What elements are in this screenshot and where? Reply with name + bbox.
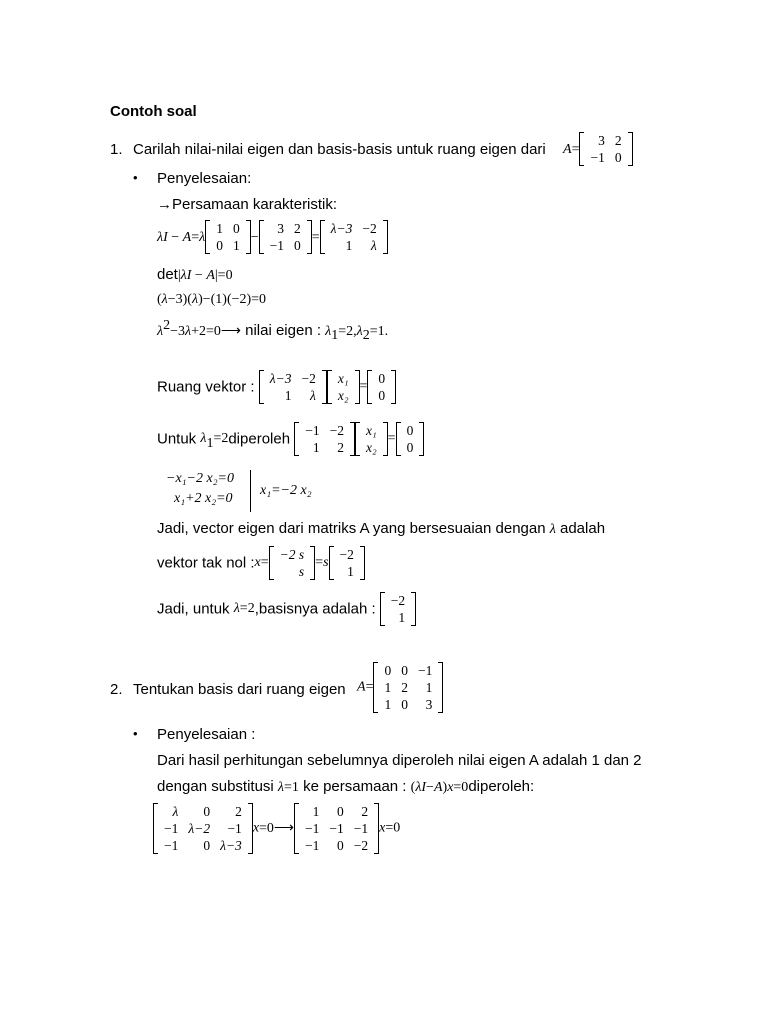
problem-1-bullet: Penyelesaian: xyxy=(157,170,252,187)
matrix-cell: −2 xyxy=(301,371,316,386)
matrix xyxy=(396,422,425,456)
matrix xyxy=(259,370,327,404)
matrix xyxy=(367,370,396,404)
matrix-cell: −2 xyxy=(353,838,369,853)
matrix xyxy=(294,422,355,456)
characteristic-equation: $\lambda^2-3\lambda+2=0⟶$ nilai eigen : $\lambda_1=2,\lambda_2=1$. xyxy=(157,318,389,343)
matrix-cell: λ xyxy=(309,388,316,403)
matrix-cell: −1 xyxy=(305,821,320,836)
lambda-i-minus-a: λI − A=λ 1 0 0 1 − 3 2 −1 0 = λ−3 −2 1 λ xyxy=(157,220,388,254)
problem-1-matrix-a: A= 3 2 −1 0 xyxy=(563,132,633,166)
matrix xyxy=(259,220,312,254)
matrix-cell: 0 xyxy=(203,838,211,853)
problem-2-matrix-equation: λ 0 2 −1 λ−2 −1 −1 0 λ−3 x=0⟶ 1 0 2 −1 −1 −1 −1 0 −2 x=0 xyxy=(153,803,400,854)
matrix-cell: 2 xyxy=(361,804,369,819)
matrix-cell: 0 xyxy=(216,238,223,253)
matrix-cell: −1 xyxy=(164,838,179,853)
matrix-cell: −2 xyxy=(329,423,344,438)
matrix-cell: 2 xyxy=(293,221,301,236)
matrix-cell: 1 xyxy=(312,440,320,455)
matrix-cell: 1 xyxy=(425,680,433,695)
matrix-cell: 0 xyxy=(406,423,414,438)
matrix-cell: 0 xyxy=(378,388,386,403)
matrix-cell: x₁ xyxy=(365,423,377,438)
matrix-cell: x₂ xyxy=(365,440,377,455)
matrix-cell: λ−2 xyxy=(188,821,211,836)
bullet-icon: • xyxy=(133,726,138,741)
matrix-cell: 3 xyxy=(598,133,605,148)
matrix-cell: x₂ xyxy=(337,388,349,403)
matrix-cell: s xyxy=(298,564,305,579)
matrix xyxy=(153,803,253,854)
matrix-cell: 0 xyxy=(406,440,414,455)
matrix-cell: 2 xyxy=(614,133,622,148)
problem-2-matrix-a: A= 0 0 −1 1 2 1 1 0 3 xyxy=(357,662,443,713)
problem-2-line-2: dengan substitusi λ=1 ke persamaan : (λI−A)x=0diperoleh: xyxy=(157,778,535,795)
matrix xyxy=(320,220,388,254)
matrix-cell: λ xyxy=(172,804,179,819)
system-eq-2: x₁+2 x₂=0 xyxy=(174,491,233,506)
matrix-cell: 0 xyxy=(378,371,386,386)
matrix-cell: 1 xyxy=(284,388,292,403)
matrix-cell: −1 xyxy=(417,663,433,678)
matrix-cell: 2 xyxy=(235,804,242,819)
matrix-cell: 1 xyxy=(345,238,353,253)
matrix-cell: λ−3 xyxy=(220,838,242,853)
matrix-cell: 0 xyxy=(401,663,408,678)
matrix-cell: −2 s xyxy=(279,547,305,562)
matrix xyxy=(579,132,632,166)
problem-2-number: 2. xyxy=(110,681,123,698)
matrix-cell: λ−3 xyxy=(330,221,353,236)
matrix-cell: 1 xyxy=(384,697,392,712)
determinant-line: det|λI − A|=0 xyxy=(157,266,233,283)
problem-2-line-1: Dari hasil perhitungan sebelumnya diperoleh nilai eigen A adalah 1 dan 2 xyxy=(157,752,642,769)
matrix xyxy=(329,546,365,580)
matrix-cell: −1 xyxy=(227,821,242,836)
problem-1-number: 1. xyxy=(110,141,123,158)
matrix-cell: 2 xyxy=(401,680,408,695)
matrix-cell: 1 xyxy=(384,680,392,695)
matrix-cell: 1 xyxy=(398,610,406,625)
matrix-cell: 0 xyxy=(203,804,211,819)
matrix-cell: −2 xyxy=(339,547,354,562)
matrix-cell: −1 xyxy=(590,150,605,165)
problem-1-text: Carilah nilai-nilai eigen dan basis-basis untuk ruang eigen dari xyxy=(133,141,546,158)
matrix-cell: λ xyxy=(370,238,377,253)
matrix-cell: 3 xyxy=(425,697,433,712)
matrix-cell: −2 xyxy=(362,221,377,236)
problem-2-text: Tentukan basis dari ruang eigen xyxy=(133,681,346,698)
expansion-line: (λ−3)(λ)−(1)(−2)=0 xyxy=(157,292,267,307)
matrix-cell: 1 xyxy=(347,564,354,579)
matrix-cell: −2 xyxy=(390,593,406,608)
problem-2-bullet: Penyelesaian : xyxy=(157,726,256,743)
matrix-cell: 0 xyxy=(614,150,622,165)
matrix xyxy=(294,803,379,854)
system-result: x₁=−2 x₂ xyxy=(260,483,312,498)
vektor-tak-nol: vektor tak nol :x= −2 s s =s −2 1 xyxy=(157,546,365,580)
matrix-cell: −1 xyxy=(353,821,369,836)
jadi-vector-eigen: Jadi, vector eigen dari matriks A yang bersesuaian dengan λ adalah xyxy=(157,520,606,537)
matrix-cell: 1 xyxy=(232,238,240,253)
matrix xyxy=(327,370,360,404)
matrix-cell: 2 xyxy=(337,440,344,455)
system-brace xyxy=(250,470,251,512)
matrix-cell: 0 xyxy=(337,804,344,819)
matrix-cell: −1 xyxy=(329,821,344,836)
matrix-cell: −1 xyxy=(164,821,179,836)
matrix-cell: 1 xyxy=(312,804,320,819)
matrix-cell: −1 xyxy=(305,838,320,853)
bullet-icon: • xyxy=(133,170,138,185)
matrix xyxy=(355,422,388,456)
matrix-cell: x₁ xyxy=(337,371,349,386)
persamaan-karakteristik: →Persamaan karakteristik: xyxy=(157,196,338,213)
matrix-cell: 0 xyxy=(401,697,408,712)
untuk-lambda-1: Untuk $\lambda_1=2diperoleh$ −1 −2 1 2 x₁ x₂ = 0 0 xyxy=(157,422,424,456)
matrix-cell: −1 xyxy=(305,423,320,438)
matrix-cell: −1 xyxy=(269,238,284,253)
heading: Contoh soal xyxy=(110,103,197,120)
matrix-cell: 0 xyxy=(293,238,301,253)
matrix xyxy=(380,592,416,626)
matrix-cell: 0 xyxy=(337,838,344,853)
matrix xyxy=(205,220,251,254)
matrix-cell: 0 xyxy=(232,221,240,236)
system-eq-1: −x₁−2 x₂=0 xyxy=(166,471,235,486)
matrix xyxy=(373,662,443,713)
ruang-vektor: Ruang vektor : λ−3 −2 1 λ x₁ x₂ = 0 0 xyxy=(157,370,396,404)
matrix xyxy=(269,546,316,580)
matrix-cell: 1 xyxy=(216,221,223,236)
matrix-cell: 0 xyxy=(384,663,392,678)
matrix-cell: λ−3 xyxy=(269,371,292,386)
matrix-cell: 3 xyxy=(277,221,284,236)
jadi-basis: Jadi, untuk λ=2,basisnya adalah : −2 1 xyxy=(157,592,416,626)
